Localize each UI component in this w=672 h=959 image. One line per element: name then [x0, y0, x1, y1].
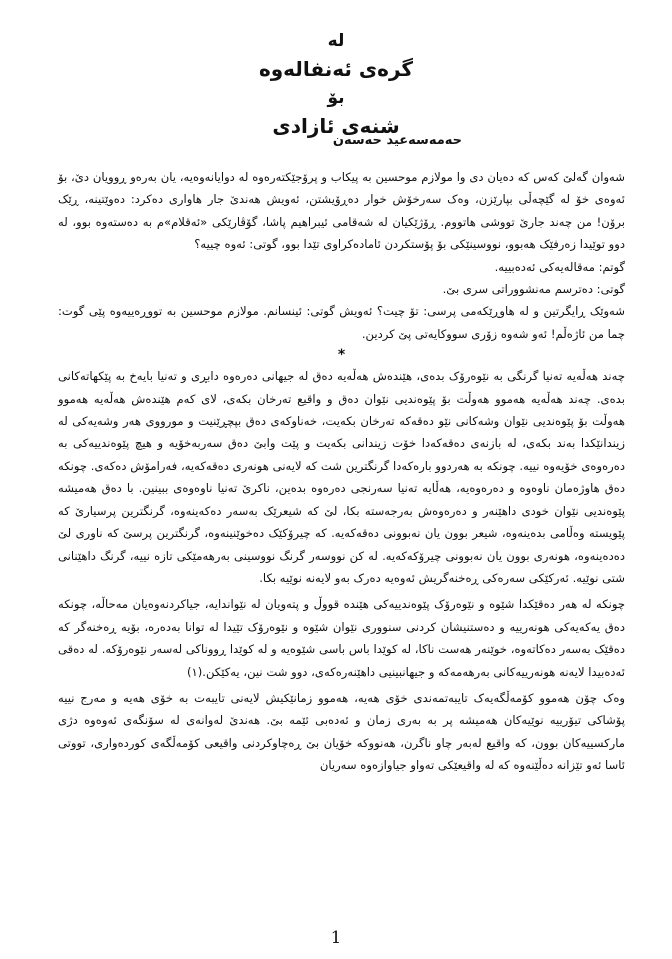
- title-block: [0, 28, 672, 142]
- title-line-4: شنەی ئازادی: [272, 114, 400, 138]
- title-line-1: له: [327, 31, 345, 51]
- author-name: حەمەسەعید حەسەن: [332, 133, 462, 148]
- body-text: [58, 166, 625, 777]
- paragraph-5: چەند هەڵەیە تەنیا گرنگی بە نێوەرۆک بدەی، هێندەش هەڵەیە دەق لە جیهانی دەرەوە دابڕی و تەنیا بایەخ بە پێکهاتەکانی بدەی. چەند هەڵەیە هەموو هەوڵت بۆ پێوەندیی نێوان دەق و واقیع تەرخان بکەی، لای کەم هێندەش هەڵەیە هەموو هەوڵت بۆ پێوەندیی نێوان وشەکانی نێو دەقەکە تەرخان بکەیت، خەناوکەی دەق بپچڕێنیت و مورووی هەر وشەیەکی لە زیندانێکدا بەند بکەی، لە بازنەی دەقەکەدا خۆت زیندانی بکەیت و پێت وابێ دەق سەربەخۆیە و هیچ پێوەندییەکی بە دەرەوەی خۆیەوە نییە. چونکە بە هەردوو بارەکەدا گرنگترین شت کە لایەنی هونەری دەقەکەیە، فەرامۆش دەکەی. چونکە دەق هاوژەمان ناوەوە و دەرەوەیە، هەڵایە تەنیا سەرنجی دەرەوە بدەین، ناکرێ تەنیا ناوەوەی ببینین. با دەق هەمیشە پێوەندیی نێوان خودی داهێنەر و دەرەوەش بەرجەستە بکا، لێ کە شیعرێک بەسەر دەکەینەوە، گرنگترین پرسیارێ کە پێویستە وەڵامی بدەینەوە، شیعر بوون یان نەبوونی دەقەکەیە. کە چیرۆکێک دەخوێنینەوە، گرنگترین پرسێ کە ناوری لێ دەدەینەوە، هونەری بوون یان نەبوونی چیرۆکەکەیە. لە کن نووسەر گرنگ نووسینی بەرهەمێکی تازە نییە، گرنگ داهێنانی شتی نوێیە. ئەرکێکی سەرەکی ڕەخنەگریش ئەوەیە دەرک بەو لایەنە نوێیە بکا.: [58, 369, 625, 585]
- page-number: 1: [330, 928, 342, 948]
- paragraph-1: شەوان گەلێ کەس کە دەیان دی وا مولازم موحسین بە پیکاب و پرۆجێکتەرەوە لە دوایانەوەیە، یان بەرەو ڕوویان دێ، بۆ ئەوەی خۆ لە گێچەڵی بپارێزن، وەک سەرخۆش خوار دەڕۆیشتن، ئەویش هەندێ جار هاواری دەکرد: دەوێتینە، ڕێک برۆن! من چەند جارێ تووشی هاتووم. ڕۆژێکیان لە شەقامی ئیبراهیم پاشا، گۆڤارێکی «ئەقلام»م بە دەستەوە بوو، لە دوو توێیدا زەرفێک هەبوو، نووسینێکی بۆ پۆستکردن ئامادەکراوی تێدا بوو، گوتی: ئەوە چییە؟: [58, 170, 625, 252]
- title-line-2: گرەی ئەنفالەوە: [258, 57, 414, 81]
- paragraph-7: وەک چۆن هەموو کۆمەڵگەیەک تایبەتمەندی خۆی هەیە، هەموو زمانێکیش لایەنی تایبەت بە خۆی هەیە و مەرج نییە پۆشاکی تیۆرییە نوێیەکان هەمیشە پر بە بەری زمان و ئەدەبی ئێمە بێ. هەندێ لەوانەی لە سۆنگەی ئەوەوە دژی مارکسییەکان بوون، کە واقیع لەبەر چاو ناگرن، هەنووکە خۆیان بێ ڕەچاوکردنی واقیعی کۆمەڵگەی کوردەواری، تووتی ئاسا ئەو تێزانە دەڵێنەوە کە لە واقیعێکی تەواو جیاوازەوە سەریان: [58, 690, 625, 773]
- title-line-3: بۆ: [327, 88, 345, 108]
- section-separator: *: [337, 347, 346, 364]
- paragraph-2: گوتم: مەقالەیەکی ئەدەبییە.: [494, 259, 625, 274]
- paragraph-3: گوتی: دەترسم مەنشووراتی سری بێ.: [442, 282, 625, 297]
- paragraph-6: چونکە لە هەر دەقێکدا شێوە و نێوەرۆک پێوەندییەکی هێندە قووڵ و پتەویان لە نێواندایە، جیاکردنەوەیان مەحاڵە، چونکە دەق یەکەیەکی هونەرییە و دەستنیشان کردنی سنووری نێوان شێوە و نێوەرۆک تێیدا لە توانا بەدەرە، بۆیە ڕەخنەگر کە دەقێک بەسەر دەکاتەوە، خوێنەر هەست ناکا، لە کوێدا باس باسی شێوەیە و لە کوێدا ڕووناکی لەسەر نێوەرۆکە. لە دەقی ئەدەبیدا لایەنە هونەرییەکانی بەرهەمەکە و جیهانبینیی داهێنەرەکەی، دوو شت نین، یەکێکن.(١): [58, 597, 625, 679]
- paragraph-4: شەوێک ڕایگرتین و لە هاوڕێکەمی پرسی: تۆ چیت؟ ئەویش گوتی: ئینسانم. مولازم موحسین بە تووڕەییەوە پێی گوت: چما من ئاژەڵم! ئەو شەوە زۆری سووکایەتی پێ کردین.: [58, 304, 625, 341]
